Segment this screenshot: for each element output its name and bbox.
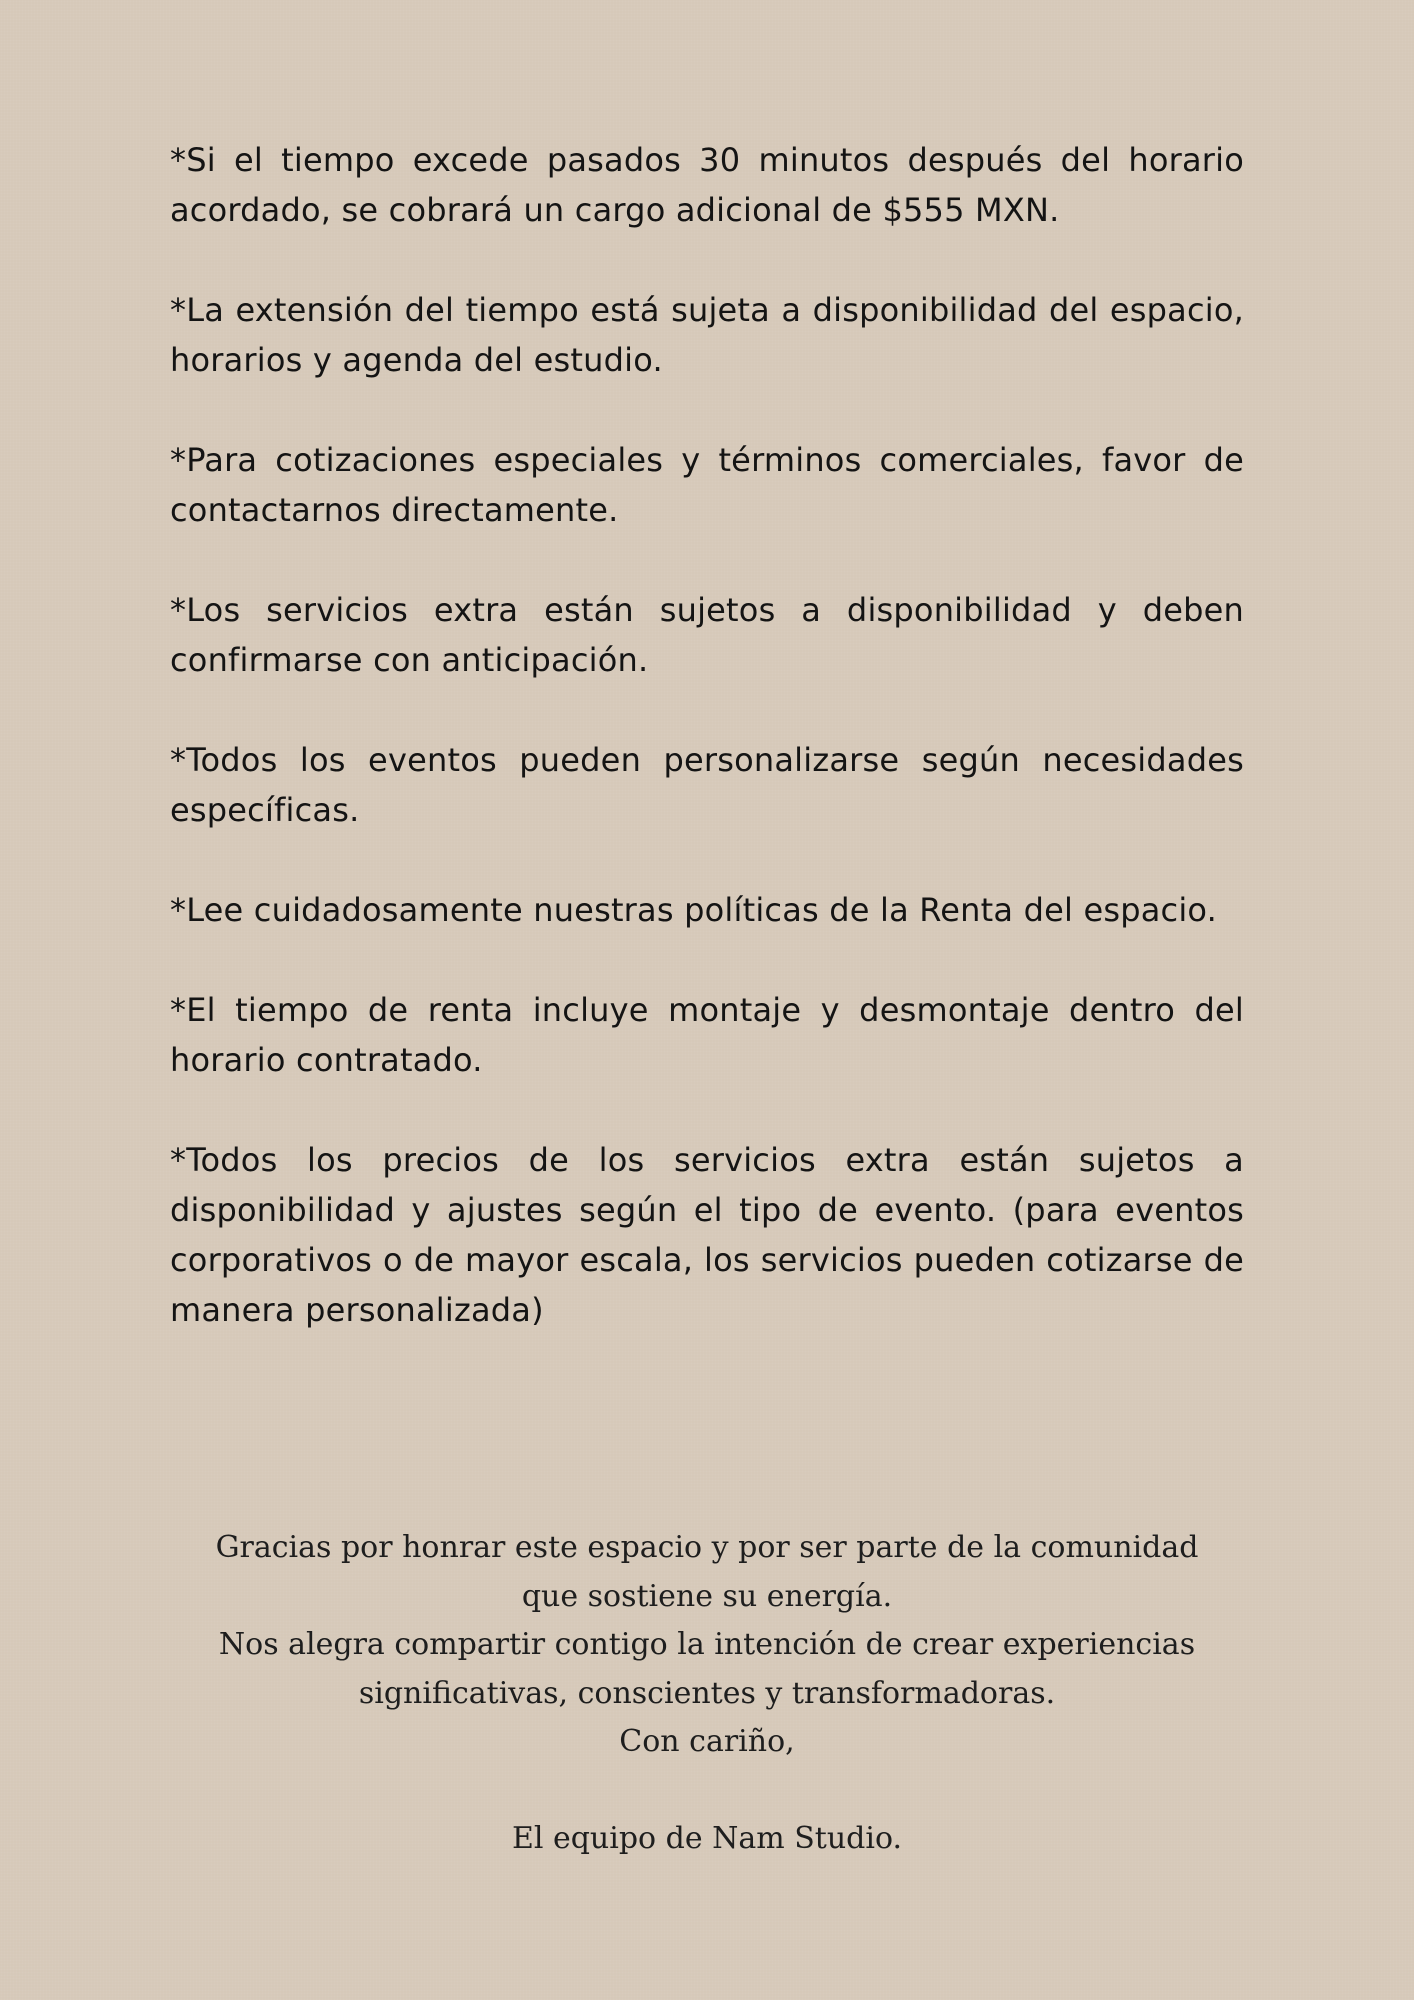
closing-message xyxy=(170,1524,1244,1864)
closing-line-4: significativas, conscientes y transformadoras. xyxy=(358,1675,1056,1711)
note-setup-time: *El tiempo de renta incluye montaje y desmontaje dentro del horario contratado. xyxy=(170,991,1244,1079)
closing-line-3: Nos alegra compartir contigo la intención de crear experiencias xyxy=(218,1627,1196,1662)
policy-notes xyxy=(170,135,1244,1385)
note-read-policies: *Lee cuidadosamente nuestras políticas de la Renta del espacio. xyxy=(170,891,1218,929)
note-extra-services: *Los servicios extra están sujetos a disponibilidad y deben confirmarse con anticipación. xyxy=(170,591,1244,679)
note-customization: *Todos los eventos pueden personalizarse según necesidades específicas. xyxy=(170,741,1244,829)
note-overtime-charge: *Si el tiempo excede pasados 30 minutos después del horario acordado, se cobrará un cargo adicional de $555 MXN. xyxy=(170,141,1244,229)
closing-line-1: Gracias por honrar este espacio y por ser parte de la comunidad xyxy=(215,1530,1199,1565)
closing-line-5: Con cariño, xyxy=(619,1724,795,1759)
closing-line-2: que sostiene su energía. xyxy=(521,1578,893,1614)
note-time-extension: *La extensión del tiempo está sujeta a disponibilidad del espacio, horarios y agenda del estudio. xyxy=(170,291,1244,379)
closing-signature: El equipo de Nam Studio. xyxy=(511,1821,903,1856)
note-special-quotes: *Para cotizaciones especiales y términos comerciales, favor de contactarnos directamente. xyxy=(170,441,1244,529)
note-extra-prices: *Todos los precios de los servicios extra están sujetos a disponibilidad y ajustes según el tipo de evento. (para eventos corporativos o de mayor escala, los servicios pueden cotizarse de manera personalizada) xyxy=(170,1141,1244,1329)
